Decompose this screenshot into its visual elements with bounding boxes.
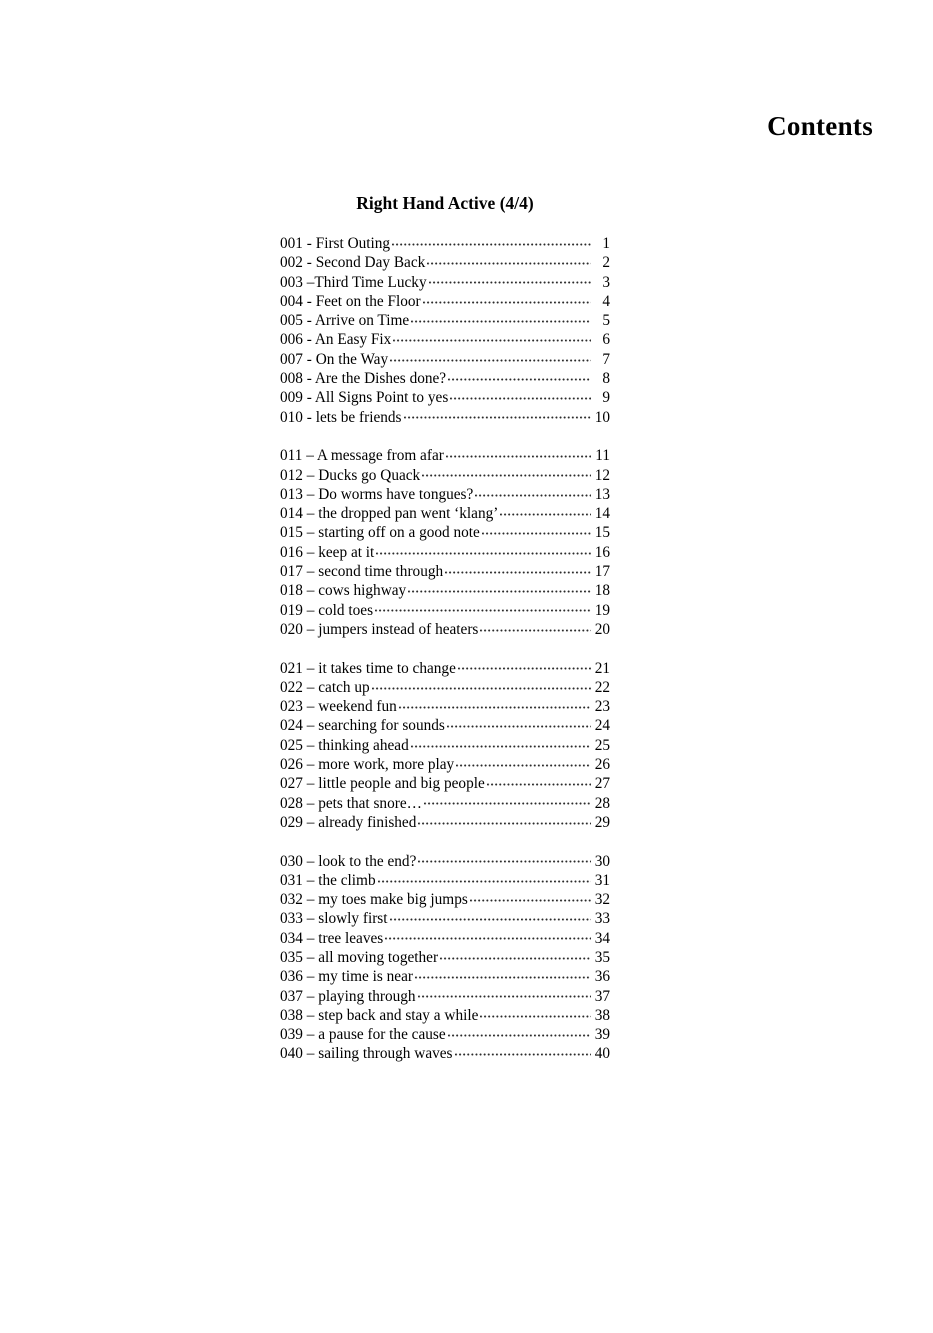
toc-leader-dots [445,568,591,577]
toc-entry[interactable] [280,909,610,928]
toc-entry-page-number: 28 [594,794,610,812]
toc-leader-dots [450,394,591,403]
toc-leader-dots [385,934,591,943]
toc-leader-dots [440,954,591,963]
toc-leader-dots [411,317,591,326]
toc-leader-dots [480,626,591,635]
toc-leader-dots [418,819,591,828]
toc-leader-dots [418,857,591,866]
toc-entry[interactable] [280,967,610,986]
toc-entry-page-number: 38 [594,1006,610,1024]
toc-entry-label: 006 - An Easy Fix [280,331,392,349]
toc-entry-label: 018 – cows highway [280,582,407,600]
toc-leader-dots [448,1031,591,1040]
toc-entry-label: 040 – sailing through waves [280,1045,453,1063]
toc-entry[interactable] [280,581,610,600]
toc-entry-page-number: 1 [602,235,610,252]
toc-entry-label: 036 – my time is near [280,968,413,986]
toc-entry[interactable] [280,601,610,620]
toc-entry[interactable] [280,543,610,562]
toc-entry-label: 038 – step back and stay a while [280,1006,479,1024]
toc-leader-dots [372,684,591,693]
toc-entry[interactable] [280,678,610,697]
toc-entry-page-number: 15 [594,524,610,542]
toc-entry-page-number: 3 [602,273,610,291]
toc-entry-page-number: 31 [594,871,610,889]
toc-block [280,852,610,1064]
toc-entry[interactable] [280,523,610,542]
toc-entry[interactable] [280,852,610,871]
toc-leader-dots [375,606,591,615]
toc-entry-page-number: 23 [594,698,610,716]
toc-leader-dots [447,722,591,731]
toc-entry-page-number: 12 [594,466,610,484]
toc-leader-dots [392,240,591,249]
toc-entry-label: 014 – the dropped pan went ‘klang’ [280,505,499,523]
toc-entry-page-number: 2 [602,254,610,272]
toc-entry-label: 037 – playing through [280,987,416,1005]
toc-entry-page-number: 25 [594,736,610,754]
toc-entry-label: 021 – it takes time to change [280,659,456,677]
toc-entry[interactable] [280,388,610,407]
page-title: Contents [767,111,873,141]
toc-entry-page-number: 32 [594,891,610,909]
toc-leader-dots [404,413,592,422]
toc-entry[interactable] [280,1025,610,1044]
toc-entry-page-number: 40 [594,1045,610,1063]
toc-entry-label: 004 - Feet on the Floor [280,292,421,310]
toc-entry-label: 039 – a pause for the cause [280,1026,446,1044]
toc-leader-dots [393,336,591,345]
toc-entry-label: 003 –Third Time Lucky [280,273,427,291]
toc-leader-dots [422,471,591,480]
toc-entry[interactable] [280,1006,610,1025]
toc-leader-dots [455,1050,592,1059]
toc-entry-page-number: 20 [594,620,610,638]
toc-entry-label: 032 – my toes make big jumps [280,891,468,909]
toc-leader-dots [446,452,591,461]
toc-leader-dots [475,491,591,500]
toc-entry[interactable] [280,504,610,523]
toc-entry[interactable] [280,948,610,967]
toc-entry-label: 002 - Second Day Back [280,254,426,272]
toc-entry-label: 024 – searching for sounds [280,717,445,735]
toc-entry-label: 030 – look to the end? [280,852,417,870]
toc-entry-page-number: 35 [594,948,610,966]
toc-entry[interactable] [280,794,610,813]
toc-entry[interactable] [280,755,610,774]
toc-entry-page-number: 33 [594,910,610,928]
toc-entry[interactable] [280,813,610,832]
toc-entry[interactable] [280,697,610,716]
toc-entry[interactable] [280,562,610,581]
toc-entry-label: 017 – second time through [280,563,444,581]
toc-entry-label: 009 - All Signs Point to yes [280,389,449,407]
toc-entry-page-number: 34 [594,929,610,947]
toc-entry[interactable] [280,369,610,388]
toc-entry-label: 029 – already finished [280,813,417,831]
toc-entry-page-number: 29 [594,813,610,831]
toc-leader-dots [378,877,591,886]
table-of-contents [280,234,610,1064]
toc-entry-label: 015 – starting off on a good note [280,524,480,542]
toc-entry[interactable] [280,929,610,948]
toc-entry-label: 025 – thinking ahead [280,736,409,754]
toc-leader-dots [470,896,591,905]
toc-block [280,446,610,639]
toc-leader-dots [408,587,591,596]
toc-entry-label: 023 – weekend fun [280,698,397,716]
toc-entry[interactable] [280,620,610,639]
toc-leader-dots [390,356,591,365]
toc-entry-page-number: 27 [594,775,610,793]
toc-entry-label: 034 – tree leaves [280,929,384,947]
toc-entry-page-number: 39 [594,1026,610,1044]
toc-entry-label: 011 – A message from afar [280,447,444,465]
toc-block [280,234,610,427]
toc-entry-label: 022 – catch up [280,678,370,696]
toc-entry-label: 016 – keep at it [280,543,375,561]
toc-leader-dots [424,799,591,808]
toc-leader-dots [376,549,591,558]
toc-leader-dots [429,278,591,287]
toc-entry[interactable] [280,292,610,311]
toc-entry[interactable] [280,466,610,485]
toc-entry[interactable] [280,253,610,272]
toc-entry-label: 026 – more work, more play [280,756,455,774]
toc-leader-dots [480,1012,591,1021]
toc-leader-dots [458,664,591,673]
toc-entry-page-number: 19 [594,601,610,619]
toc-entry-label: 035 – all moving together [280,948,439,966]
toc-entry-page-number: 30 [594,852,610,870]
toc-leader-dots [411,742,591,751]
toc-leader-dots [456,761,591,770]
toc-entry-label: 008 - Are the Dishes done? [280,370,447,388]
toc-entry-page-number: 37 [594,987,610,1005]
toc-entry-label: 005 - Arrive on Time [280,312,410,330]
toc-entry-page-number: 6 [602,331,610,349]
toc-leader-dots [423,298,591,307]
toc-entry-label: 027 – little people and big people [280,775,485,793]
toc-entry-page-number: 24 [594,717,610,735]
toc-entry-page-number: 21 [594,659,610,677]
toc-entry-page-number: 4 [602,292,610,310]
toc-entry[interactable] [280,350,610,369]
toc-entry-label: 010 - lets be friends [280,408,402,426]
toc-entry-page-number: 11 [595,447,610,465]
toc-entry[interactable] [280,774,610,793]
toc-entry[interactable] [280,736,610,755]
toc-entry-page-number: 7 [602,350,610,368]
toc-entry-label: 012 – Ducks go Quack [280,466,421,484]
toc-entry-page-number: 14 [594,505,610,523]
toc-entry-page-number: 36 [594,968,610,986]
toc-entry-label: 028 – pets that snore… [280,794,422,812]
toc-entry-label: 019 – cold toes [280,601,374,619]
toc-entry-page-number: 17 [594,563,610,581]
toc-entry[interactable] [280,871,610,890]
toc-entry[interactable] [280,330,610,349]
toc-entry-page-number: 9 [602,389,610,407]
toc-leader-dots [415,973,591,982]
toc-leader-dots [482,529,591,538]
section-heading: Right Hand Active (4/4) [356,193,534,213]
toc-entry-page-number: 18 [594,582,610,600]
toc-entry-label: 013 – Do worms have tongues? [280,485,474,503]
toc-entry-page-number: 5 [602,312,610,330]
toc-block [280,659,610,833]
toc-entry[interactable] [280,446,610,465]
toc-entry[interactable] [280,311,610,330]
toc-leader-dots [500,510,591,519]
toc-leader-dots [487,780,591,789]
toc-entry-page-number: 8 [602,370,610,388]
toc-leader-dots [448,375,591,384]
toc-entry-page-number: 10 [594,408,610,426]
toc-entry-label: 031 – the climb [280,871,376,889]
toc-entry-label: 020 – jumpers instead of heaters [280,620,479,638]
toc-leader-dots [390,915,591,924]
toc-entry[interactable] [280,1044,610,1063]
toc-entry[interactable] [280,987,610,1006]
toc-entry-label: 033 – slowly first [280,910,388,928]
toc-entry[interactable] [280,234,610,253]
toc-leader-dots [399,703,591,712]
toc-entry-label: 007 - On the Way [280,350,389,368]
toc-entry[interactable] [280,485,610,504]
toc-leader-dots [427,259,591,268]
toc-entry-page-number: 16 [594,543,610,561]
toc-entry[interactable] [280,659,610,678]
toc-entry[interactable] [280,890,610,909]
toc-entry[interactable] [280,408,610,427]
toc-entry[interactable] [280,716,610,735]
toc-entry-page-number: 13 [594,485,610,503]
toc-leader-dots [418,992,591,1001]
toc-entry[interactable] [280,273,610,292]
toc-entry-page-number: 26 [594,756,610,774]
toc-entry-page-number: 22 [594,678,610,696]
toc-entry-label: 001 - First Outing [280,235,391,252]
